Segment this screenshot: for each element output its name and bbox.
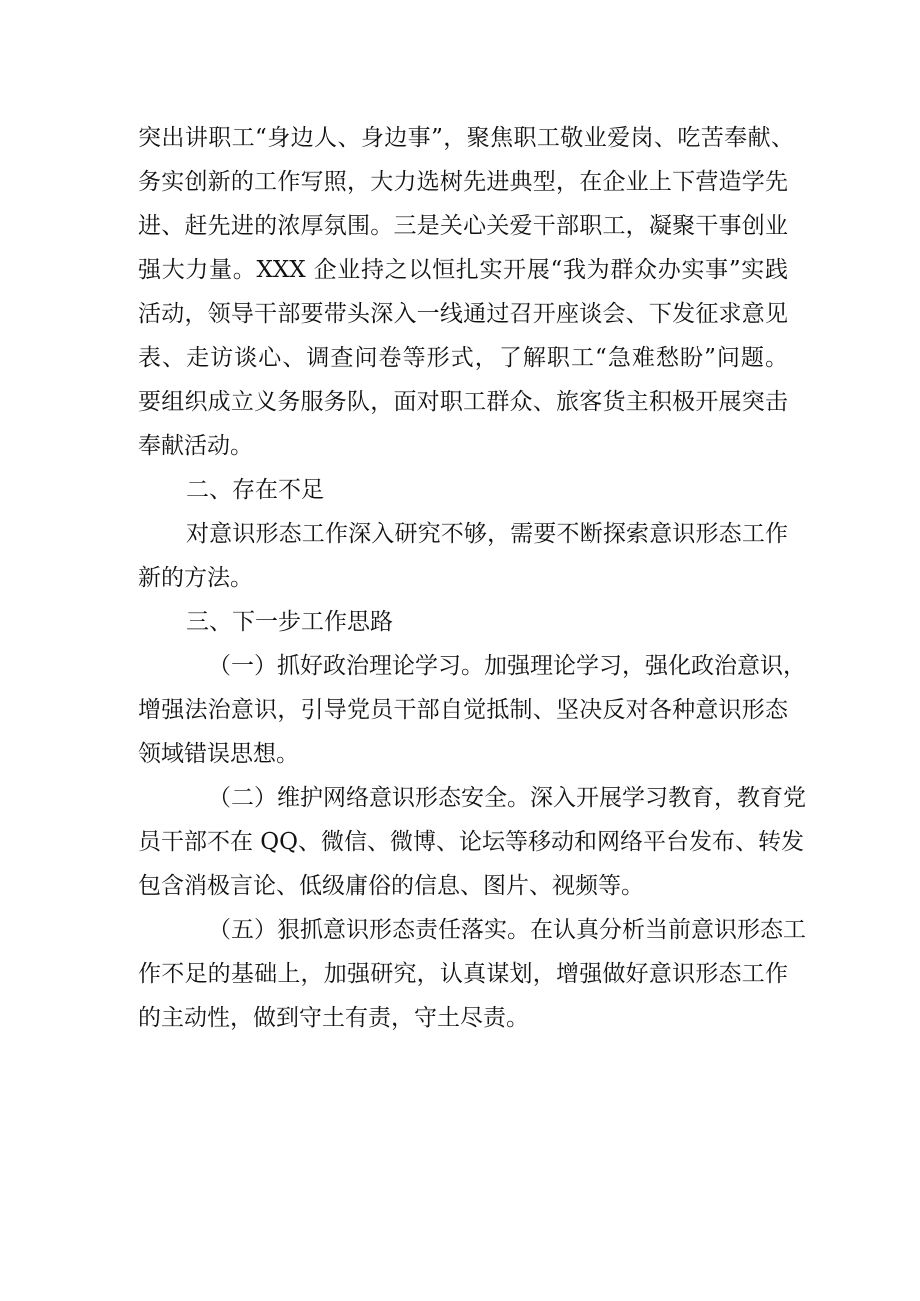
paragraph-line: 的主动性，做到守土有责，守土尽责。	[138, 1005, 529, 1031]
paragraph-line: 务实创新的工作写照，大力选树先进典型，在企业上下营造学先	[138, 169, 788, 195]
paragraph-line: 要组织成立义务服务队，面对职工群众、旅客货主积极开展突击	[138, 389, 788, 415]
paragraph-line: 进、赶先进的浓厚氛围。三是关心关爱干部职工，凝聚干事创业	[138, 213, 788, 239]
paragraph-line: （一）抓好政治理论学习。加强理论学习，强化政治意识，	[208, 653, 806, 679]
paragraph-line: 奉献活动。	[138, 433, 253, 459]
section-heading: 三、下一步工作思路	[186, 609, 393, 635]
paragraph-line: 领域错误思想。	[138, 741, 299, 767]
paragraph-line: 包含消极言论、低级庸俗的信息、图片、视频等。	[138, 873, 644, 899]
paragraph-line: 对意识形态工作深入研究不够，需要不断探索意识形态工作	[186, 521, 788, 547]
paragraph-line: 员干部不在 QQ、微信、微博、论坛等移动和网络平台发布、转发	[138, 829, 805, 855]
paragraph-line: （五）狠抓意识形态责任落实。在认真分析当前意识形态工	[208, 917, 806, 943]
paragraph-line: 表、走访谈心、调查问卷等形式，了解职工“急难愁盼”问题。	[138, 345, 788, 371]
section-heading: 二、存在不足	[186, 477, 324, 503]
paragraph-line: 作不足的基础上，加强研究，认真谋划，增强做好意识形态工作	[138, 961, 788, 987]
paragraph-line: 突出讲职工“身边人、身边事”，聚焦职工敬业爱岗、吃苦奉献、	[138, 125, 794, 151]
paragraph-line: 活动，领导干部要带头深入一线通过召开座谈会、下发征求意见	[138, 301, 788, 327]
paragraph-line: 新的方法。	[138, 565, 253, 591]
paragraph-line: 强大力量。XXX 企业持之以恒扎实开展“我为群众办实事”实践	[138, 257, 788, 283]
paragraph-line: 增强法治意识，引导党员干部自觉抵制、坚决反对各种意识形态	[138, 697, 788, 723]
paragraph-line: （二）维护网络意识形态安全。深入开展学习教育，教育党	[208, 785, 806, 811]
